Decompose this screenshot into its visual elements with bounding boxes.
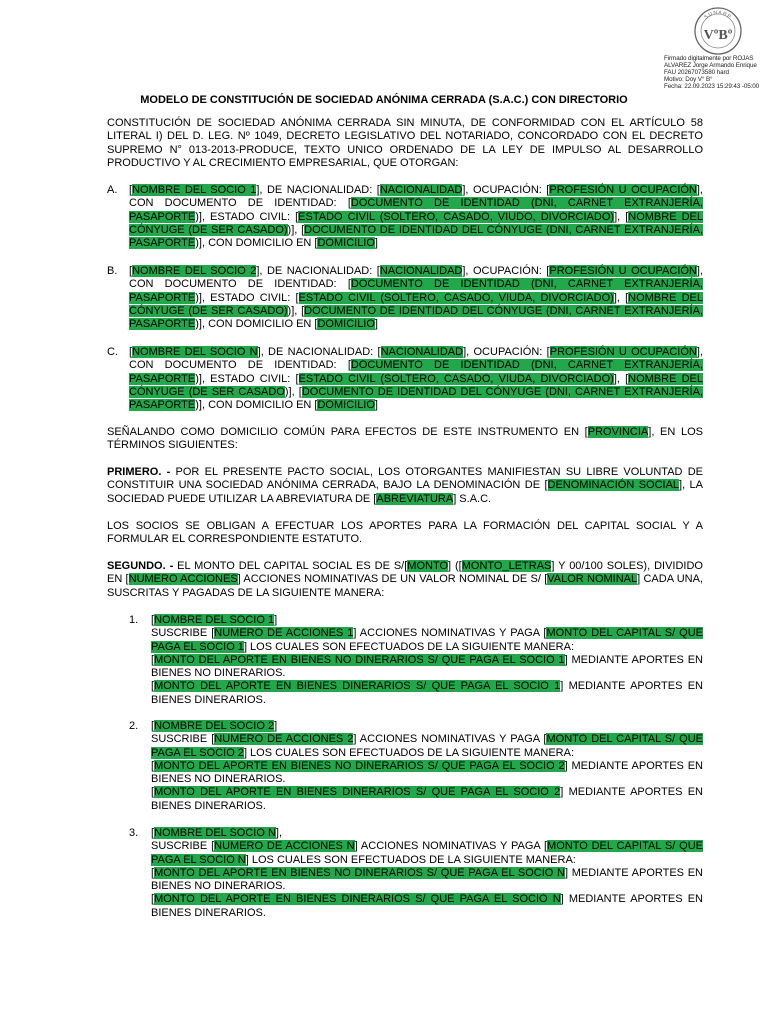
intro-paragraph: CONSTITUCIÓN DE SOCIEDAD ANÓNIMA CERRADA SIN MINUTA, DE CONFORMIDAD CON EL ARTÍCULO 58 LITERAL I) DEL D. LEG. Nº 1049, DECRETO LEGISLATIVO DEL NOTARIADO, CONCORDADO CON EL DECRETO SUPREMO N° 013-2013-PRODUCE, TEXTO UNICO ORDENADO DE LA LEY DE IMPULSO AL DESARROLLO PRODUCTIVO Y AL CRECIMIENTO EMPRESARIAL, QUE OTORGAN: xyxy=(107,117,703,169)
bracket-text: [ xyxy=(151,786,155,799)
documento-field: DOCUMENTO DE IDENTIDAD (DNI, CARNET EXTRANJERÍA, PASAPORTE xyxy=(129,278,703,304)
suscripcion-body xyxy=(151,720,703,813)
socio-paragraph xyxy=(107,346,703,412)
conyuge-field: NOMBRE DEL CÓNYUGE (DE SER CASADO) xyxy=(129,291,703,317)
socio-text-fragment: ], CON DOCUMENTO DE IDENTIDAD: [ xyxy=(129,346,703,372)
socio-text-fragment: ], CON DOCUMENTO DE IDENTIDAD: [ xyxy=(129,265,703,291)
mediante-text: ] MEDIANTE APORTES EN BIENES NO DINERARIOS. xyxy=(151,759,703,786)
suscribe-text: SUSCRIBE [ xyxy=(151,733,215,746)
denominacion-field: DENOMINACIÓN SOCIAL xyxy=(547,479,680,492)
suscripcion-item xyxy=(129,614,703,707)
suscribe-text: SUSCRIBE [ xyxy=(151,627,215,640)
svg-text:SUNARP xyxy=(703,10,732,21)
bracket-text: ] xyxy=(274,614,278,626)
socio-label: B. xyxy=(107,265,118,277)
mediante-text: ] MEDIANTE APORTES EN BIENES NO DINERARIOS. xyxy=(151,866,703,893)
acciones-field: NUMERO DE ACCIONES N xyxy=(214,840,355,853)
abreviatura-field: ABREVIATURA xyxy=(376,492,454,505)
bracket-text: [ xyxy=(151,653,155,666)
bracket-text: [ xyxy=(151,759,155,772)
bracket-text: [ xyxy=(151,893,155,906)
domicilio-field: DOMICILIO xyxy=(317,237,375,250)
suscripcion-body xyxy=(151,827,703,920)
documento-field: DOCUMENTO DE IDENTIDAD (DNI, CARNET EXTRANJERÍA, PASAPORTE xyxy=(129,197,703,223)
nacionalidad-field: NACIONALIDAD xyxy=(379,184,463,196)
socio-nombre-field: NOMBRE DEL SOCIO 2 xyxy=(132,265,257,277)
conyuge-field: NOMBRE DEL CÓNYUGE (DE SER CASADO xyxy=(129,372,703,398)
socio-text xyxy=(129,346,703,412)
socio-label: A. xyxy=(107,184,118,196)
socio-text-fragment: )], CON DOMICILIO EN [ xyxy=(195,237,318,250)
socio-nombre-field: NOMBRE DEL SOCIO 1 xyxy=(132,184,257,196)
bracket-text: [ xyxy=(151,680,155,693)
suscribe-text: ] LOS CUALES SON EFECTUADOS DE LA SIGUIENTE MANERA: xyxy=(243,640,575,653)
segundo-heading: SEGUNDO. - xyxy=(107,560,174,572)
socio-text-fragment: )], ESTADO CIVIL: [ xyxy=(195,372,299,385)
nacionalidad-field: NACIONALIDAD xyxy=(379,265,463,277)
bracket-text: [ xyxy=(151,720,155,732)
segundo-text: ] Y 00/100 SOLES), DIVIDIDO EN [ xyxy=(107,560,703,586)
socio-paragraph xyxy=(107,184,703,250)
primero-text: POR EL PRESENTE PACTO SOCIAL, LOS OTORGANTES MANIFIESTAN SU LIBRE VOLUNTAD DE CONSTITUIR UNA SOCIEDAD ANÓNIMA CERRADA, BAJO LA DENOMINACIÓN DE [ xyxy=(107,466,703,492)
suscripcion-number: 2. xyxy=(129,720,139,732)
monto-capital-field: MONTO DEL CAPITAL S/ QUE PAGA EL SOCIO 1 xyxy=(151,627,703,653)
suscripcion-item xyxy=(129,720,703,813)
socio-text-fragment: ], DE NACIONALIDAD: [ xyxy=(256,184,380,196)
primero-text: ] S.A.C. xyxy=(453,492,492,505)
aporte-no-dinerario-field: MONTO DEL APORTE EN BIENES NO DINERARIOS S/ QUE PAGA EL SOCIO N xyxy=(154,866,565,879)
suscribe-text: ] LOS CUALES SON EFECTUADOS DE LA SIGUIENTE MANERA: xyxy=(245,853,576,866)
estado-civil-field: ESTADO CIVIL (SOLTERO, CASADO, VIUDA, DIVORCIADO) xyxy=(298,372,614,385)
bracket-text: ] xyxy=(274,720,278,732)
bracket-text: [ xyxy=(151,827,155,839)
ocupacion-field: PROFESIÓN U OCUPACIÓN xyxy=(549,265,697,277)
socio-nombre-field: NOMBRE DEL SOCIO N xyxy=(132,346,258,358)
socio-nombre-field: NOMBRE DEL SOCIO 1 xyxy=(154,614,275,626)
domicilio-text: ], EN LOS TÉRMINOS SIGUIENTES: xyxy=(107,426,703,452)
aportes-paragraph: LOS SOCIOS SE OBLIGAN A EFECTUAR LOS APORTES PARA LA FORMACIÓN DEL CAPITAL SOCIAL Y A FORMULAR EL CORRESPONDIENTE ESTATUTO. xyxy=(107,520,703,546)
segundo-paragraph xyxy=(107,560,703,600)
domicilio-field: DOMICILIO xyxy=(317,399,375,412)
socio-text-fragment: ], OCUPACIÓN: [ xyxy=(462,265,550,277)
socio-text-fragment: )], [ xyxy=(284,385,302,398)
monto-field: MONTO xyxy=(407,560,449,572)
bracket-text: [ xyxy=(129,346,133,358)
socio-label: C. xyxy=(107,346,118,358)
signature-line: Firmado digitalmente por ROJAS xyxy=(664,55,754,62)
socio-text-fragment: )], CON DOMICILIO EN [ xyxy=(195,318,318,331)
valor-nominal-field: VALOR NOMINAL xyxy=(547,573,638,586)
socio-text-fragment: )], ESTADO CIVIL: [ xyxy=(195,291,299,304)
signature-line: Motivo: Doy V° B° xyxy=(664,76,713,83)
domicilio-comun-paragraph xyxy=(107,426,703,453)
ocupacion-field: PROFESIÓN U OCUPACIÓN xyxy=(549,184,697,196)
bracket-text: ] xyxy=(374,318,378,331)
seal-text: SUNARP xyxy=(703,9,733,21)
seal-center: VºBº xyxy=(703,28,733,43)
socio-paragraph xyxy=(107,265,703,331)
monto-capital-field: MONTO DEL CAPITAL S/ QUE PAGA EL SOCIO 2 xyxy=(151,733,703,759)
aporte-dinerario-field: MONTO DEL APORTE EN BIENES DINERARIOS S/ QUE PAGA EL SOCIO N xyxy=(154,893,561,906)
aporte-dinerario-field: MONTO DEL APORTE EN BIENES DINERARIOS S/ QUE PAGA EL SOCIO 2 xyxy=(154,786,561,799)
estado-civil-field: ESTADO CIVIL (SOLTERO, CASADO, VIUDO, DIVORCIADO) xyxy=(298,210,615,223)
bracket-text: [ xyxy=(151,614,155,626)
segundo-text: ] CADA UNA, SUSCRITAS Y PAGADAS DE LA SIGUIENTE MANERA: xyxy=(107,573,703,599)
socio-text-fragment: )], ESTADO CIVIL: [ xyxy=(195,210,299,223)
monto-letras-field: MONTO_LETRAS xyxy=(461,560,552,572)
aporte-no-dinerario-field: MONTO DEL APORTE EN BIENES NO DINERARIOS S/ QUE PAGA EL SOCIO 2 xyxy=(154,759,565,772)
mediante-text: ] MEDIANTE APORTES EN BIENES DINERARIOS. xyxy=(151,786,703,812)
acciones-field: NUMERO DE ACCIONES 2 xyxy=(214,733,354,746)
suscripcion-item xyxy=(129,827,703,920)
provincia-field: PROVINCIA xyxy=(587,426,649,438)
socio-text-fragment: )], [ xyxy=(287,304,305,317)
suscripcion-body xyxy=(151,614,703,707)
doc-conyuge-field: DOCUMENTO DE IDENTIDAD DEL CÓNYUGE (DNI, CARNET EXTRANJERÍA, PASAPORTE xyxy=(129,385,703,412)
signature-line: Fecha: 22.09.2023 15:29:43 -05:00 xyxy=(664,83,760,90)
socio-text-fragment: ], OCUPACIÓN: [ xyxy=(462,184,550,196)
signature-line: ALVAREZ Jorge Armando Enrique xyxy=(664,62,757,69)
bracket-text: [ xyxy=(151,866,155,879)
socio-text-fragment: ], CON DOCUMENTO DE IDENTIDAD: [ xyxy=(129,184,703,210)
aporte-no-dinerario-field: MONTO DEL APORTE EN BIENES NO DINERARIOS S/ QUE PAGA EL SOCIO 1 xyxy=(154,653,565,666)
socio-text-fragment: )], CON DOMICILIO EN [ xyxy=(195,399,318,412)
suscripcion-number: 3. xyxy=(129,827,139,839)
suscribe-text: ] ACCIONES NOMINATIVAS Y PAGA [ xyxy=(353,733,547,746)
primero-text: ], LA SOCIEDAD PUEDE UTILIZAR LA ABREVIATURA DE [ xyxy=(107,479,704,505)
digital-signature xyxy=(664,55,768,90)
documento-field: DOCUMENTO DE IDENTIDAD (DNI, CARNET EXTRANJERÍA, PASAPORTE xyxy=(129,359,703,385)
socio-text-fragment: ], [ xyxy=(613,372,629,385)
primero-paragraph xyxy=(107,466,703,506)
bracket-text: [ xyxy=(129,184,133,196)
mediante-text: ] MEDIANTE APORTES EN BIENES NO DINERARIOS. xyxy=(151,653,703,680)
sunarp-seal-icon xyxy=(693,6,743,56)
aporte-dinerario-field: MONTO DEL APORTE EN BIENES DINERARIOS S/ QUE PAGA EL SOCIO 1 xyxy=(154,680,561,693)
socio-text-fragment: )], [ xyxy=(287,223,305,236)
acciones-field: NUMERO DE ACCIONES 1 xyxy=(214,627,354,640)
doc-conyuge-field: DOCUMENTO DE IDENTIDAD DEL CÓNYUGE (DNI, CARNET EXTRANJERÍA, PASAPORTE xyxy=(129,223,704,250)
suscribe-text: ] LOS CUALES SON EFECTUADOS DE LA SIGUIENTE MANERA: xyxy=(243,746,575,759)
estado-civil-field: ESTADO CIVIL (SOLTERO, CASADO, VIUDA, DIVORCIADO) xyxy=(298,291,614,304)
domicilio-text: SEÑALANDO COMO DOMICILIO COMÚN PARA EFECTOS DE ESTE INSTRUMENTO EN [ xyxy=(107,426,588,438)
socio-text-fragment: ], [ xyxy=(614,210,629,223)
bracket-text: ] xyxy=(374,237,378,250)
socio-text xyxy=(129,265,703,331)
bracket-text: [ xyxy=(129,265,133,277)
bracket-text: ], xyxy=(275,827,283,839)
segundo-text: EL MONTO DEL CAPITAL SOCIAL ES DE S/[ xyxy=(173,560,408,572)
mediante-text: ] MEDIANTE APORTES EN BIENES DINERARIOS. xyxy=(151,680,703,706)
bracket-text: ] xyxy=(374,399,378,412)
socio-text-fragment: ], DE NACIONALIDAD: [ xyxy=(256,265,380,277)
document-title: MODELO DE CONSTITUCIÓN DE SOCIEDAD ANÓNIMA CERRADA (S.A.C.) CON DIRECTORIO xyxy=(140,94,628,106)
socio-text-fragment: ], [ xyxy=(613,291,629,304)
domicilio-field: DOMICILIO xyxy=(317,318,375,331)
monto-capital-field: MONTO DEL CAPITAL S/ QUE PAGA EL SOCIO N xyxy=(151,840,703,866)
primero-heading: PRIMERO. - xyxy=(107,466,171,478)
signature-line: FAU 20267073580 hard xyxy=(664,69,729,76)
socio-text-fragment: ], DE NACIONALIDAD: [ xyxy=(257,346,381,358)
numero-acciones-field: NUMERO ACCIONES xyxy=(128,573,238,586)
segundo-text: ] ([ xyxy=(448,560,462,572)
suscripcion-number: 1. xyxy=(129,614,139,626)
socio-text xyxy=(129,184,703,250)
socio-nombre-field: NOMBRE DEL SOCIO N xyxy=(154,827,276,839)
mediante-text: ] MEDIANTE APORTES EN BIENES DINERARIOS. xyxy=(151,893,703,919)
suscribe-text: ] ACCIONES NOMINATIVAS Y PAGA [ xyxy=(354,840,548,853)
socio-nombre-field: NOMBRE DEL SOCIO 2 xyxy=(154,720,275,732)
ocupacion-field: PROFESIÓN U OCUPACIÓN xyxy=(549,346,697,358)
socio-text-fragment: ], OCUPACIÓN: [ xyxy=(463,346,550,358)
nacionalidad-field: NACIONALIDAD xyxy=(380,346,464,358)
suscribe-text: SUSCRIBE [ xyxy=(151,840,215,853)
segundo-text: ] ACCIONES NOMINATIVAS DE UN VALOR NOMINAL DE S/ [ xyxy=(237,573,548,586)
doc-conyuge-field: DOCUMENTO DE IDENTIDAD DEL CÓNYUGE (DNI, CARNET EXTRANJERÍA, PASAPORTE xyxy=(129,304,704,331)
conyuge-field: NOMBRE DEL CÓNYUGE (DE SER CASADO) xyxy=(129,210,703,236)
suscribe-text: ] ACCIONES NOMINATIVAS Y PAGA [ xyxy=(353,627,547,640)
